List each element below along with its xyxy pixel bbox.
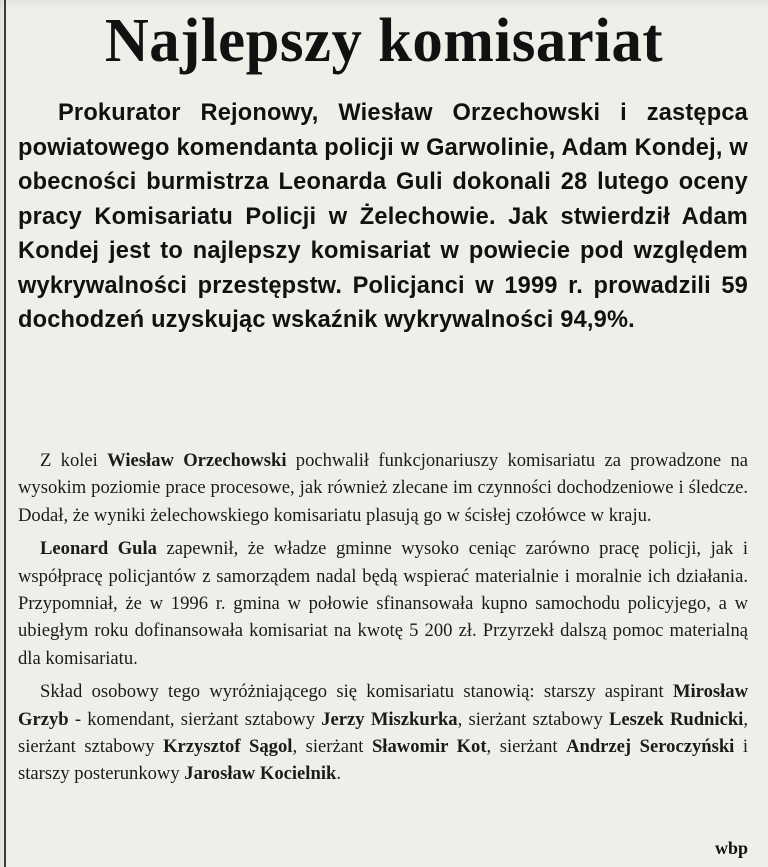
person-name: Krzysztof Sągol <box>163 736 293 758</box>
article-body <box>18 447 748 794</box>
column-rule <box>4 0 6 867</box>
person-name: Andrzej Seroczyński <box>566 736 735 758</box>
person-name: Sławomir Kot <box>371 736 487 758</box>
text-span: Z kolei <box>40 450 108 471</box>
text-span: zapewnił, że władze gminne wysoko ceniąc zarówno pracę policji, jak i współpracę policjantów z samorządem nadal będą wspierać materialnie i moralnie ich działania. Przypomniał, że w 1996 r. gmina w połowie sfinansowała kupno samochodu policyjego, a w ubiegłym roku dofinansowała komisariat na kwotę 5 200 zł. Przyrzekł dalszą pomoc materialną dla komisariatu. <box>18 538 748 669</box>
text-span: , sierżant sztabowy <box>457 708 609 730</box>
text-span: Skład osobowy tego wyróżniającego się komisariatu stanowią: starszy aspirant <box>40 681 673 703</box>
paragraph-3 <box>18 678 748 788</box>
text-span: , sierżant <box>292 736 372 758</box>
text-span: pochwalił funkcjonariuszy komisariatu za prowadzone na wysokim poziomie prace procesowe, jak również zlecane im czynności dochodzeniowe i śledcze. Dodał, że wyniki żelechowskiego komisariatu plasują go w ścisłej czołówce w kraju. <box>18 450 748 526</box>
author-signature: wbp <box>714 838 748 858</box>
article-headline: Najlepszy komisariat <box>104 7 664 75</box>
person-name: Jarosław Kocielnik <box>184 763 337 785</box>
text-span: , sierżant <box>486 736 567 758</box>
paragraph-2 <box>18 535 748 672</box>
person-name: Leszek Rudnicki <box>608 708 744 730</box>
paragraph-1 <box>18 447 748 529</box>
person-name: Mirosław Grzyb <box>18 681 748 730</box>
article-lead: Prokurator Rejonowy, Wiesław Orzechowski i zastępca powiatowego komendanta policji w Garwolinie, Adam Kondej, w obecności burmistrza Leonarda Guli dokonali 28 lutego oceny pracy Komisariatu Policji w Żelechowie. Jak stwierdził Adam Kondej jest to najlepszy komisariat w powiecie pod względem wykrywalności przestępstw. Policjanci w 1999 r. prowadzili 59 dochodzeń uzyskując wskaźnik wykrywalności 94,9%. <box>18 100 748 333</box>
text-span: , sierżant sztabowy <box>18 708 748 758</box>
text-span: . <box>336 763 341 785</box>
person-name: Wiesław Orzechowski <box>107 450 287 471</box>
text-span: - komendant, sierżant sztabowy <box>68 708 322 730</box>
person-name: Jerzy Miszkurka <box>321 708 458 730</box>
text-span: i starszy posterunkowy <box>18 736 749 785</box>
person-name: Leonard Gula <box>40 538 157 560</box>
